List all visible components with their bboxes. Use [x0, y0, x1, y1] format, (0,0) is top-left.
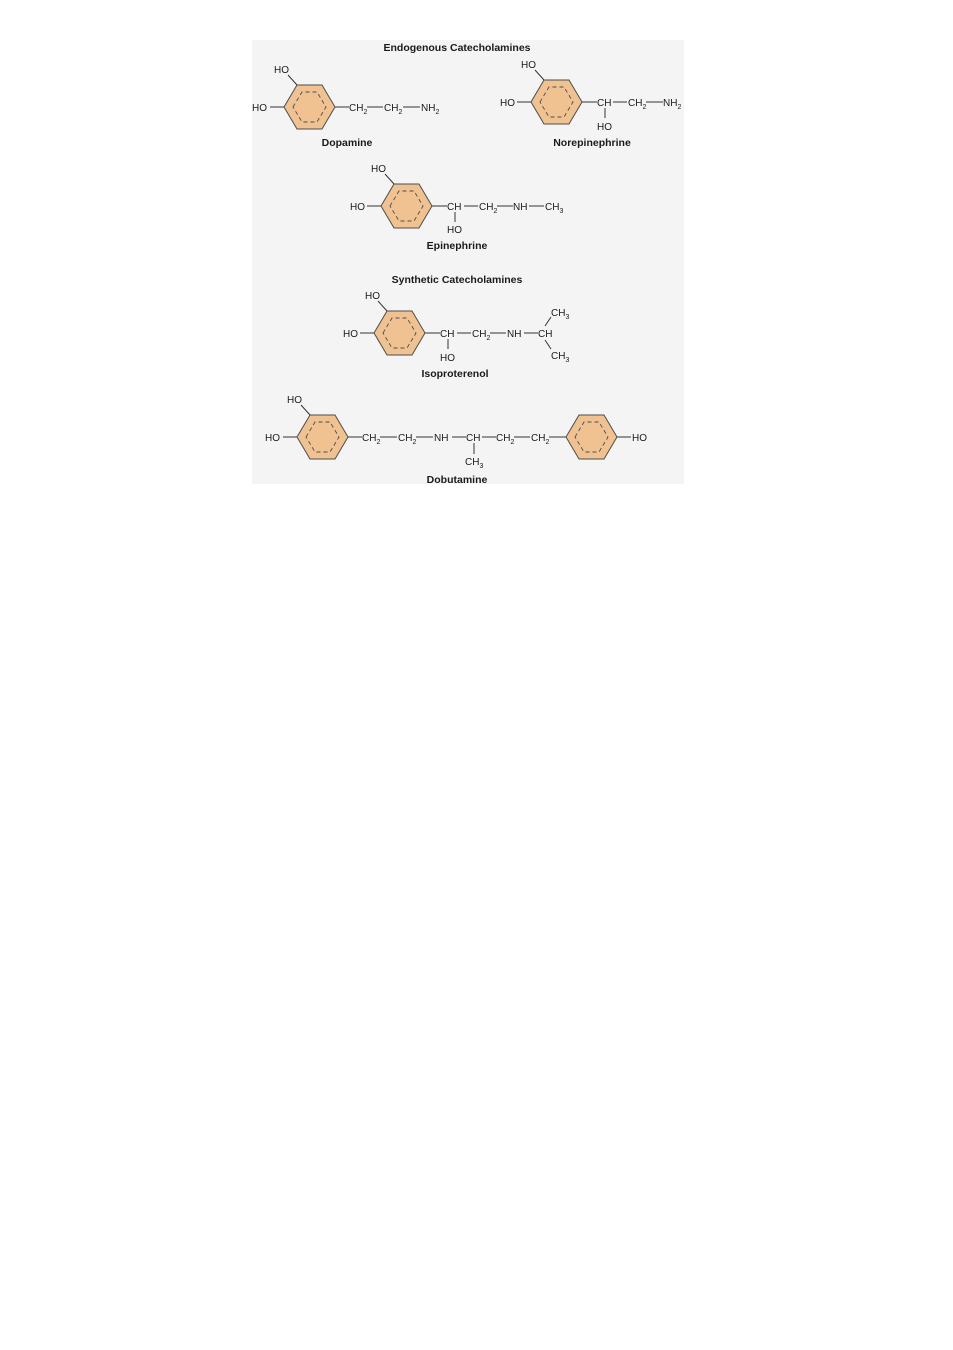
hydroxyl-label: HO	[632, 433, 647, 444]
methyl-label: $CH_3$	[551, 308, 570, 321]
chain-label: CH	[538, 329, 553, 340]
chain-label: CH	[447, 202, 462, 213]
hydroxyl-label: HO	[343, 329, 358, 340]
section-title-endogenous: Endogenous Catecholamines	[383, 42, 531, 54]
chain-label: $CH_2$	[472, 329, 491, 342]
hydroxyl-label: HO	[521, 60, 536, 71]
chain-label: $CH_2$	[384, 103, 403, 116]
amine-label: $NH_2$	[663, 98, 682, 111]
methyl-label: $CH_3$	[545, 202, 564, 215]
chain-label: $CH_2$	[349, 103, 368, 116]
methyl-label: $CH_3$	[465, 457, 484, 470]
hydroxyl-label: HO	[287, 395, 302, 406]
molecule-name: Isoproterenol	[421, 368, 489, 380]
hydroxyl-label: HO	[597, 122, 612, 133]
hydroxyl-label: HO	[265, 433, 280, 444]
amine-label: NH	[513, 202, 528, 213]
chain-label: $CH_2$	[628, 98, 647, 111]
hydroxyl-label: HO	[350, 202, 365, 213]
amine-label: NH	[507, 329, 522, 340]
section-title-synthetic: Synthetic Catecholamines	[391, 274, 523, 286]
amine-label: $NH_2$	[421, 103, 440, 116]
methyl-label: $CH_3$	[551, 351, 570, 364]
hydroxyl-label: HO	[365, 291, 380, 302]
chain-label: CH	[440, 329, 455, 340]
chain-label: $CH_2$	[479, 202, 498, 215]
molecule-name: Epinephrine	[426, 240, 488, 252]
chain-label: $CH_2$	[531, 433, 550, 446]
hydroxyl-label: HO	[371, 164, 386, 175]
amine-label: NH	[434, 433, 449, 444]
molecule-name: Dopamine	[321, 137, 373, 149]
hydroxyl-label: HO	[440, 353, 455, 364]
hydroxyl-label: HO	[500, 98, 515, 109]
chain-label: $CH_2$	[496, 433, 515, 446]
chain-label: $CH_2$	[398, 433, 417, 446]
molecule-name: Norepinephrine	[553, 137, 631, 149]
hydroxyl-label: HO	[447, 225, 462, 236]
chain-label: $CH_2$	[362, 433, 381, 446]
chain-label: CH	[466, 433, 481, 444]
hydroxyl-label: HO	[274, 65, 289, 76]
chain-label: CH	[597, 98, 612, 109]
hydroxyl-label: HO	[252, 103, 267, 114]
molecule-name: Dobutamine	[426, 474, 488, 486]
